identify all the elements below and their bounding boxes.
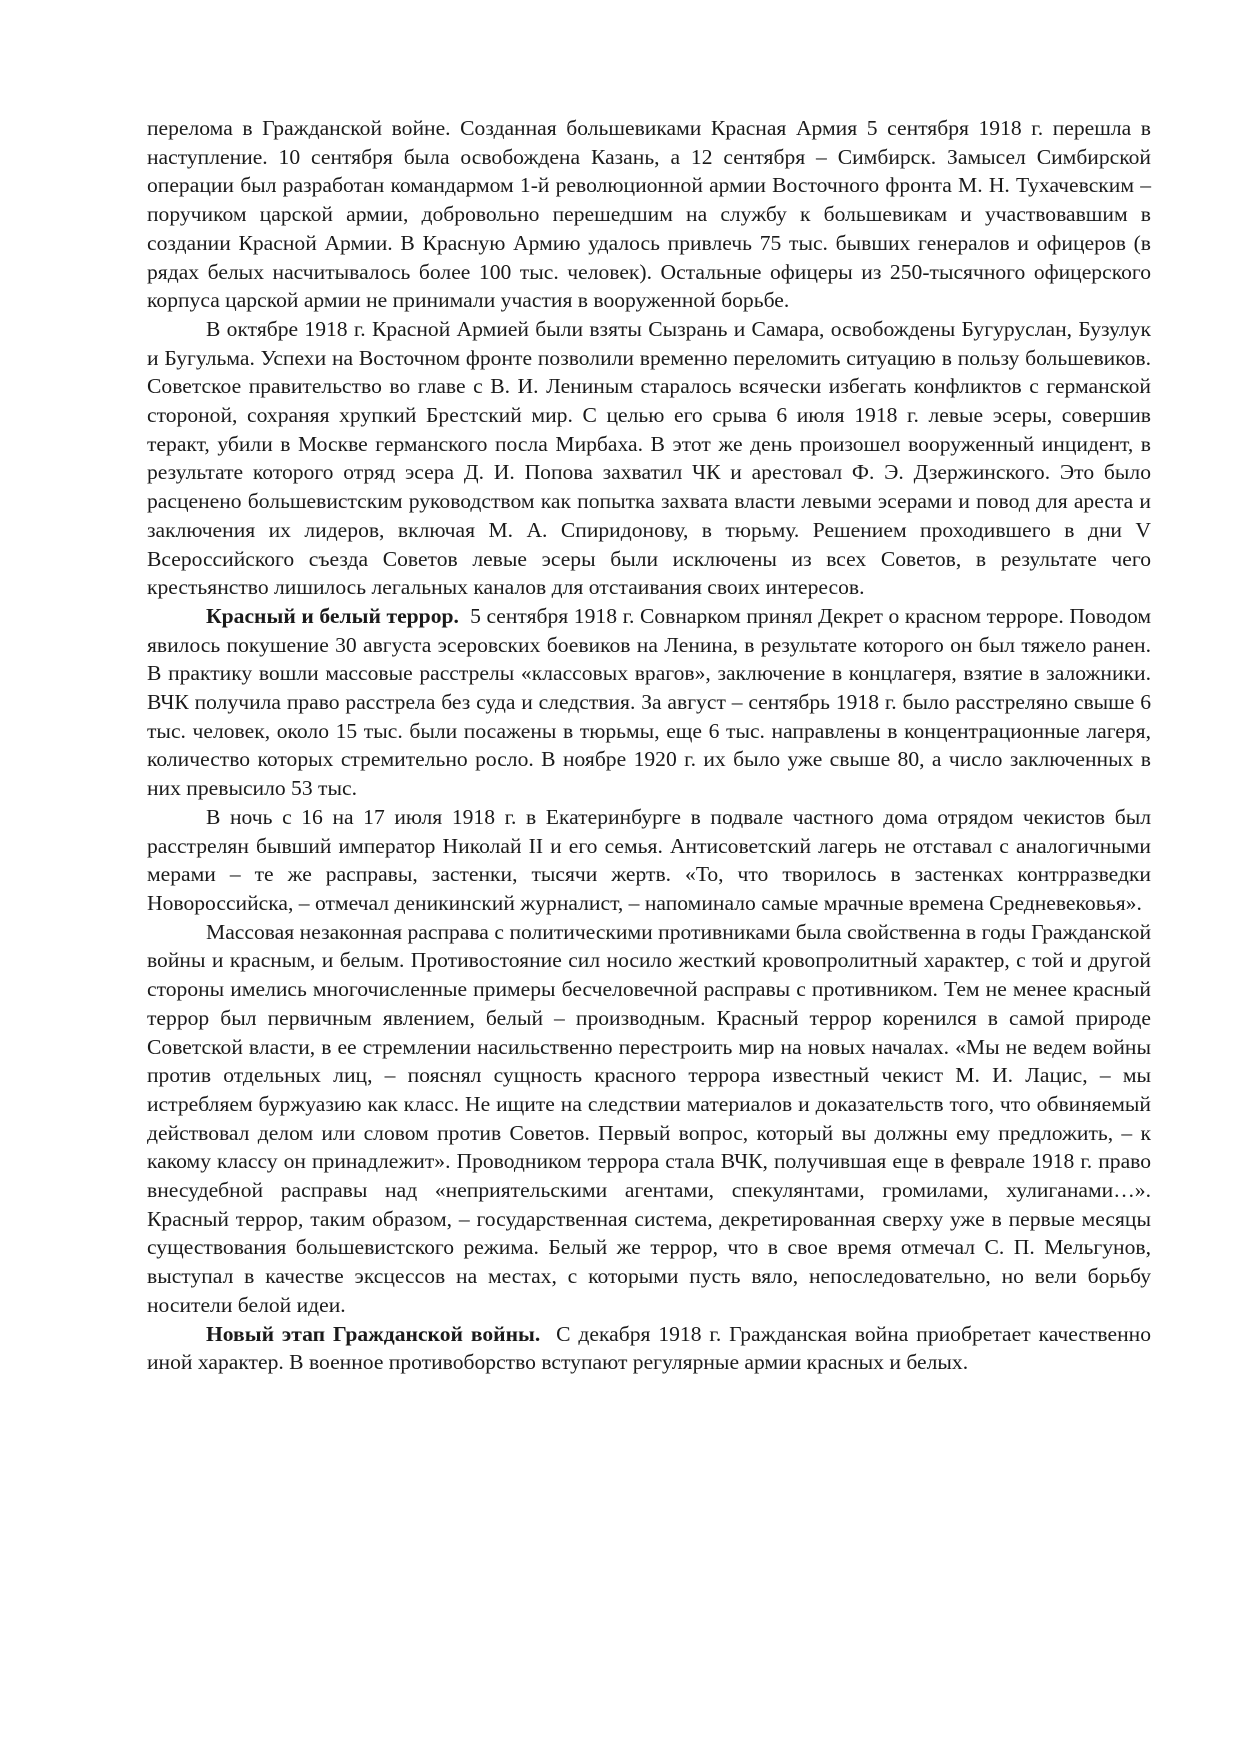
paragraph-3 [147,602,1151,803]
paragraph-text: В октябре 1918 г. Красной Армией были взяты Сызрань и Самара, освобождены Бугуруслан, Бузулук и Бугульма. Успехи на Восточном фронте позволили временно переломить ситуацию в пользу большевиков. Советское правительство во главе с В. И. Лениным старалось всячески избегать конфликтов с германской стороной, сохраняя хрупкий Брестский мир. С целью его срыва 6 июля 1918 г. левые эсеры, совершив теракт, убили в Москве германского посла Мирбаха. В этот же день произошел вооруженный инцидент, в результате которого отряд эсера Д. И. Попова захватил ЧК и арестовал Ф. Э. Дзержинского. Это было расценено большевистским руководством как попытка захвата власти левыми эсерами и повод для ареста и заключения их лидеров, включая М. А. Спиридонову, в тюрьму. Решением проходившего в дни V Всероссийского съезда Советов левые эсеры были исключены из всех Советов, в результате чего крестьянство лишилось легальных каналов для отстаивания своих интересов. [147,316,1151,600]
paragraph-text: С декабря 1918 г. Гражданская война приобретает качественно иной характер. В военное противоборство вступают регулярные армии красных и белых. [147,1321,1151,1375]
paragraph-text: перелома в Гражданской войне. Созданная большевиками Красная Армия 5 сентября 1918 г. перешла в наступление. 10 сентября была освобождена Казань, а 12 сентября – Симбирск. Замысел Симбирской операции был разработан командармом 1-й революционной армии Восточного фронта М. Н. Тухачевским – поручиком царской армии, добровольно перешедшим на службу к большевикам и участвовавшим в создании Красной Армии. В Красную Армию удалось привлечь 75 тыс. бывших генералов и офицеров (в рядах белых насчитывалось более 100 тыс. человек). Остальные офицеры из 250-тысячного офицерского корпуса царской армии не принимали участия в вооруженной борьбе. [147,116,1151,313]
paragraph-text: 5 сентября 1918 г. Совнарком принял Декрет о красном терроре. Поводом явилось покушение 30 августа эсеровских боевиков на Ленина, в результате которого он был тяжело ранен. В практику вошли массовые расстрелы «классовых врагов», заключение в концлагеря, взятие в заложники. ВЧК получила право расстрела без суда и следствия. За август – сентябрь 1918 г. было расстреляно свыше 6 тыс. человек, около 15 тыс. были посажены в тюрьмы, еще 6 тыс. направлены в концентрационные лагеря, количество которых стремительно росло. В ноябре 1920 г. их было уже свыше 80, а число заключенных в них превысило 53 тыс. [147,603,1151,801]
paragraph-4 [147,803,1151,918]
paragraph-2 [147,315,1151,602]
document-page [147,114,1151,1377]
section-heading-red-white-terror: Красный и белый террор. [206,603,471,628]
paragraph-text: Массовая незаконная расправа с политическими противниками была свойственна в годы Гражданской войны и красным, и белым. Противостояние сил носило жесткий кровопролитный характер, с той и другой стороны имелись многочисленные примеры бесчеловечной расправы с противником. Тем не менее красный террор был первичным явлением, белый – производным. Красный террор коренился в самой природе Советской власти, в ее стремлении насильственно перестроить мир на новых началах. «Мы не ведем войны против отдельных лиц, – пояснял сущность красного террора известный чекист М. И. Лацис, – мы истребляем буржуазию как класс. Не ищите на следствии материалов и доказательств того, что обвиняемый действовал делом или словом против Советов. Первый вопрос, который вы должны ему предложить, – к какому классу он принадлежит». Проводником террора стала ВЧК, получившая еще в феврале 1918 г. право внесудебной расправы над «неприятельскими агентами, спекулянтами, громилами, хулиганами…». Красный террор, таким образом, – государственная система, декретированная сверху уже в первые месяцы существования большевистского режима. Белый же террор, что в свое время отмечал С. П. Мельгунов, выступал в качестве эксцессов на местах, с которыми пусть вяло, непоследовательно, но вели борьбу носители белой идеи. [147,919,1151,1317]
paragraph-6 [147,1320,1151,1377]
paragraph-5 [147,918,1151,1320]
section-heading-new-stage: Новый этап Гражданской войны. [206,1321,557,1346]
paragraph-1 [147,114,1151,315]
paragraph-text: В ночь с 16 на 17 июля 1918 г. в Екатеринбурге в подвале частного дома отрядом чекистов был расстрелян бывший император Николай II и его семья. Антисоветский лагерь не отставал с аналогичными мерами – те же расправы, застенки, тысячи жертв. «То, что творилось в застенках контрразведки Новороссийска, – отмечал деникинский журналист, – напоминало самые мрачные времена Средневековья». [147,804,1151,915]
